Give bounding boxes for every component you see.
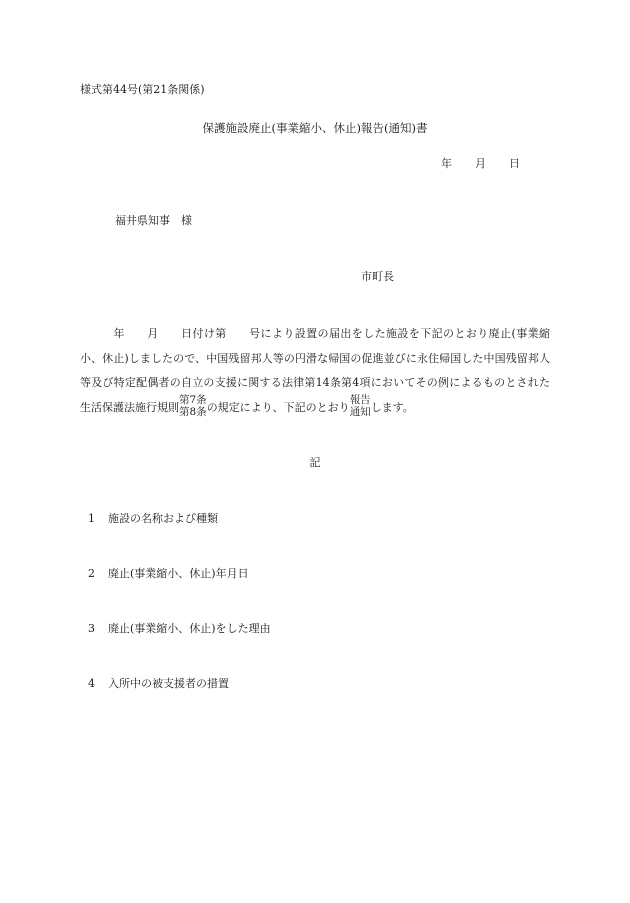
date-day: 日 (509, 157, 520, 170)
item-label: 廃止(事業縮小、休止)をした理由 (108, 622, 271, 635)
list-item (88, 620, 271, 636)
notice-option: 通知 (349, 405, 371, 418)
article-option-8: 第8条 (179, 405, 207, 418)
list-item (88, 510, 218, 526)
list-item (88, 565, 249, 581)
date-year: 年 (441, 157, 452, 170)
article-option-7: 第7条 (179, 393, 207, 406)
item-number: 3 (88, 622, 95, 635)
body-paragraph (80, 322, 550, 420)
report-option: 報告 (349, 393, 371, 406)
item-number: 2 (88, 567, 95, 580)
item-label: 入所中の被支援者の措置 (108, 677, 229, 690)
sender: 市町長 (361, 270, 394, 283)
body-text-1: 号により設置の届出をした施設を下記のとおり廃止(事業縮小、休止)しましたので、中国残留邦人等の円滑な帰国の促進並びに永住帰国した中国残留邦人等及び特定配偶者の自立の支援に関する法律第14条第4項においてその例によるものとされた生活保護法施行規則 (80, 327, 551, 414)
body-month: 月 (146, 327, 159, 340)
date-line (441, 155, 520, 171)
item-number: 4 (88, 677, 95, 690)
addressee: 福井県知事 様 (115, 214, 192, 227)
body-text-3: します。 (370, 400, 414, 414)
item-label: 廃止(事業縮小、休止)年月日 (108, 567, 249, 580)
form-number: 様式第44号(第21条関係) (80, 83, 205, 96)
article-choice (179, 394, 207, 418)
date-month: 月 (475, 157, 486, 170)
list-item (88, 675, 229, 691)
body-year: 年 (113, 327, 125, 340)
item-number: 1 (88, 512, 95, 525)
report-choice (350, 394, 371, 418)
item-label: 施設の名称および種類 (108, 512, 218, 525)
ki-heading: 記 (309, 456, 321, 469)
body-dated: 日付け第 (180, 327, 227, 340)
body-text-2: の規定により、下記のとおり (206, 400, 350, 414)
document-title: 保護施設廃止(事業縮小、休止)報告(通知)書 (202, 121, 428, 135)
